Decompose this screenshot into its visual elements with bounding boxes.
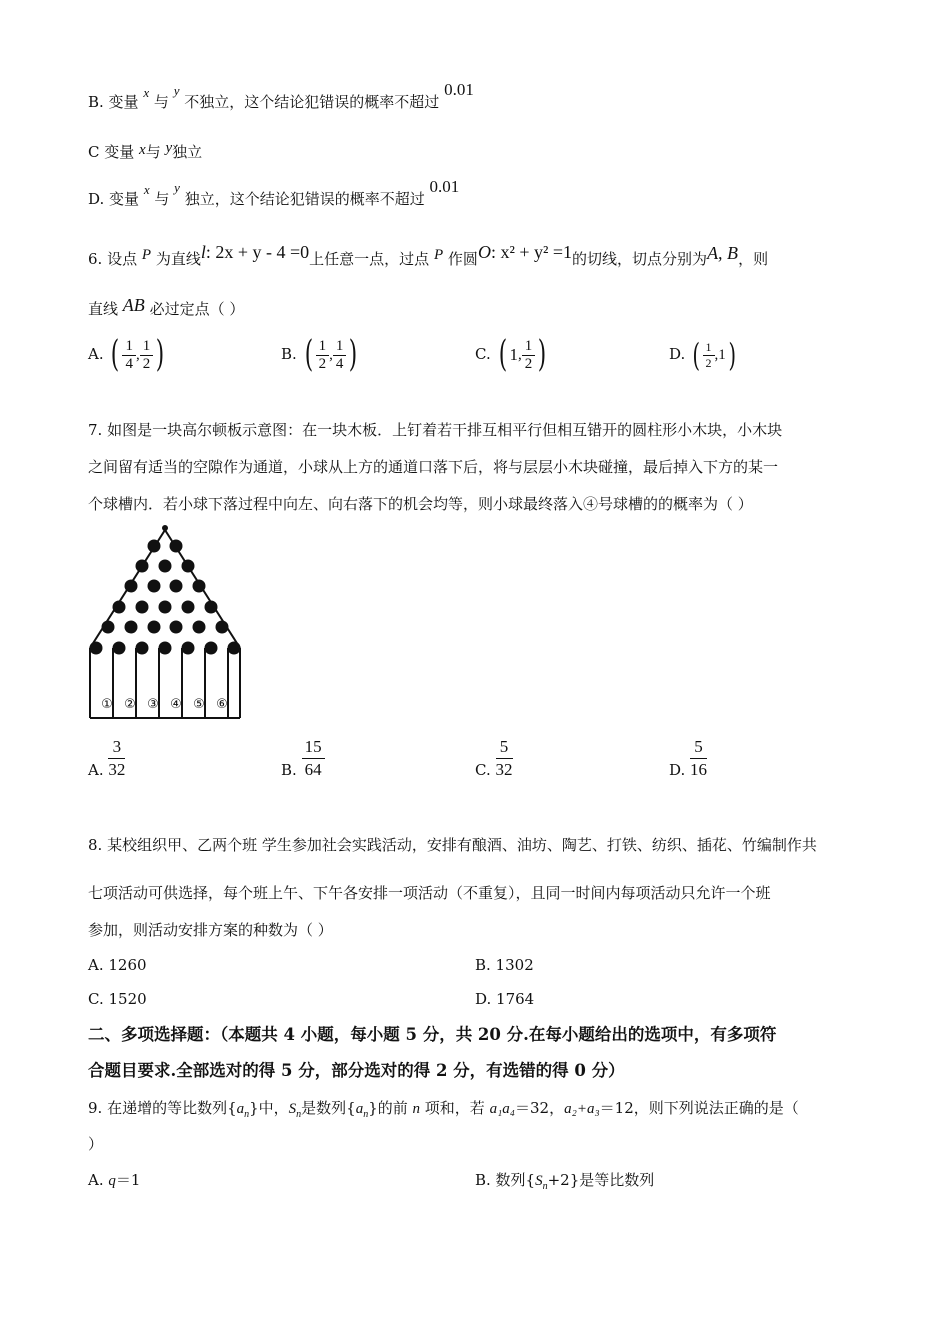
q6-option-a: A. ( $\frac{1}{4}$ , $\frac{1}{2}$ ) [88, 334, 165, 375]
slot-label: ④ [170, 697, 182, 712]
q9-option-b: B. 数列$\{S_n+2\}$是等比数列 [475, 1171, 655, 1192]
q6-option-d: D. ( $\frac{1}{2}$ ,1) [669, 336, 736, 374]
q7-option-d: D. $\frac{5}{16}$ [669, 737, 708, 779]
q6-option-b: B. ( $\frac{1}{2}$ , $\frac{1}{4}$ ) [281, 334, 358, 375]
q6-option-c: C. ( 1, $\frac{1}{2}$ ) [475, 334, 547, 375]
q8-option-c: C. 1520 [88, 990, 147, 1008]
galton-board-figure [84, 520, 254, 722]
q6-stem-line2: 直线 AB 必过定点（ ） [88, 295, 245, 318]
slot-label: ② [124, 697, 136, 712]
q5-option-b: B. 变量 x 与 y 不独立，这个结论犯错误的概率不超过 0.01 [88, 80, 474, 111]
q7-stem-line3: 个球槽内．若小球下落过程中向左、向右落下的机会均等，则小球最终落入④号球槽的的概率为（ ） [88, 495, 753, 513]
q9-stem-line1: 9. 在递增的等比数列$\{a_n\}$中，$S_n$是数列$\{a_n\}$的前 n 项和，若 a₁a₄＝32，a₂+a₃＝12，则下列说法正确的是（ [88, 1099, 799, 1120]
q7-stem-line1: 7. 如图是一块高尔顿板示意图：在一块木板．上钉着若干排互相平行但相互错开的圆柱形小木块，小木块 [88, 421, 783, 439]
q8-option-d: D. 1764 [475, 990, 535, 1008]
q5-option-d: D. 变量 x 与 y 独立，这个结论犯错误的概率不超过 0.01 [88, 177, 460, 208]
q9-option-a: A. q＝1 [88, 1171, 141, 1189]
q8-stem-line1: 8. 某校组织甲、乙两个班 学生参加社会实践活动，安排有酿酒、油坊、陶艺、打铁、纺织、插花、竹编制作共 [88, 836, 817, 854]
q8-option-a: A. 1260 [88, 956, 147, 974]
q8-stem-line2: 七项活动可供选择，每个班上午、下午各安排一项活动（不重复），且同一时间内每项活动只允许一个班 [88, 884, 771, 902]
q8-option-b: B. 1302 [475, 956, 534, 974]
slot-label: ⑥ [216, 697, 228, 712]
slot-label: ① [101, 697, 113, 712]
q9-stem-line2: ） [88, 1135, 104, 1153]
q8-stem-line3: 参加，则活动安排方案的种数为（ ） [88, 921, 333, 939]
q6-stem-line1: 6. 设点 P 为直线l: 2x + y - 4 =0上任意一点，过点 P 作圆O: x² + y² =1的切线，切点分别为A, B，则 [88, 242, 769, 268]
q5-option-c: C 变量 x与 y独立 [88, 140, 203, 161]
q7-option-b: B. $\frac{15}{64}$ [281, 736, 325, 781]
q7-option-c: C. $\frac{5}{32}$ [475, 737, 513, 779]
q7-option-a: A. $\frac{3}{32}$ [88, 737, 126, 779]
section-heading-line2: 合题目要求.全部选对的得 5 分，部分选对的得 2 分，有选错的得 0 分） [88, 1061, 625, 1080]
slot-label: ⑤ [193, 697, 205, 712]
slot-label: ③ [147, 697, 159, 712]
section-heading-line1: 二、多项选择题：（本题共 4 小题，每小题 5 分，共 20 分.在每小题给出的选项中，有多项符 [88, 1025, 777, 1044]
q7-stem-line2: 之间留有适当的空隙作为通道，小球从上方的通道口落下后，将与层层小木块碰撞，最后掉入下方的某一 [88, 458, 779, 476]
